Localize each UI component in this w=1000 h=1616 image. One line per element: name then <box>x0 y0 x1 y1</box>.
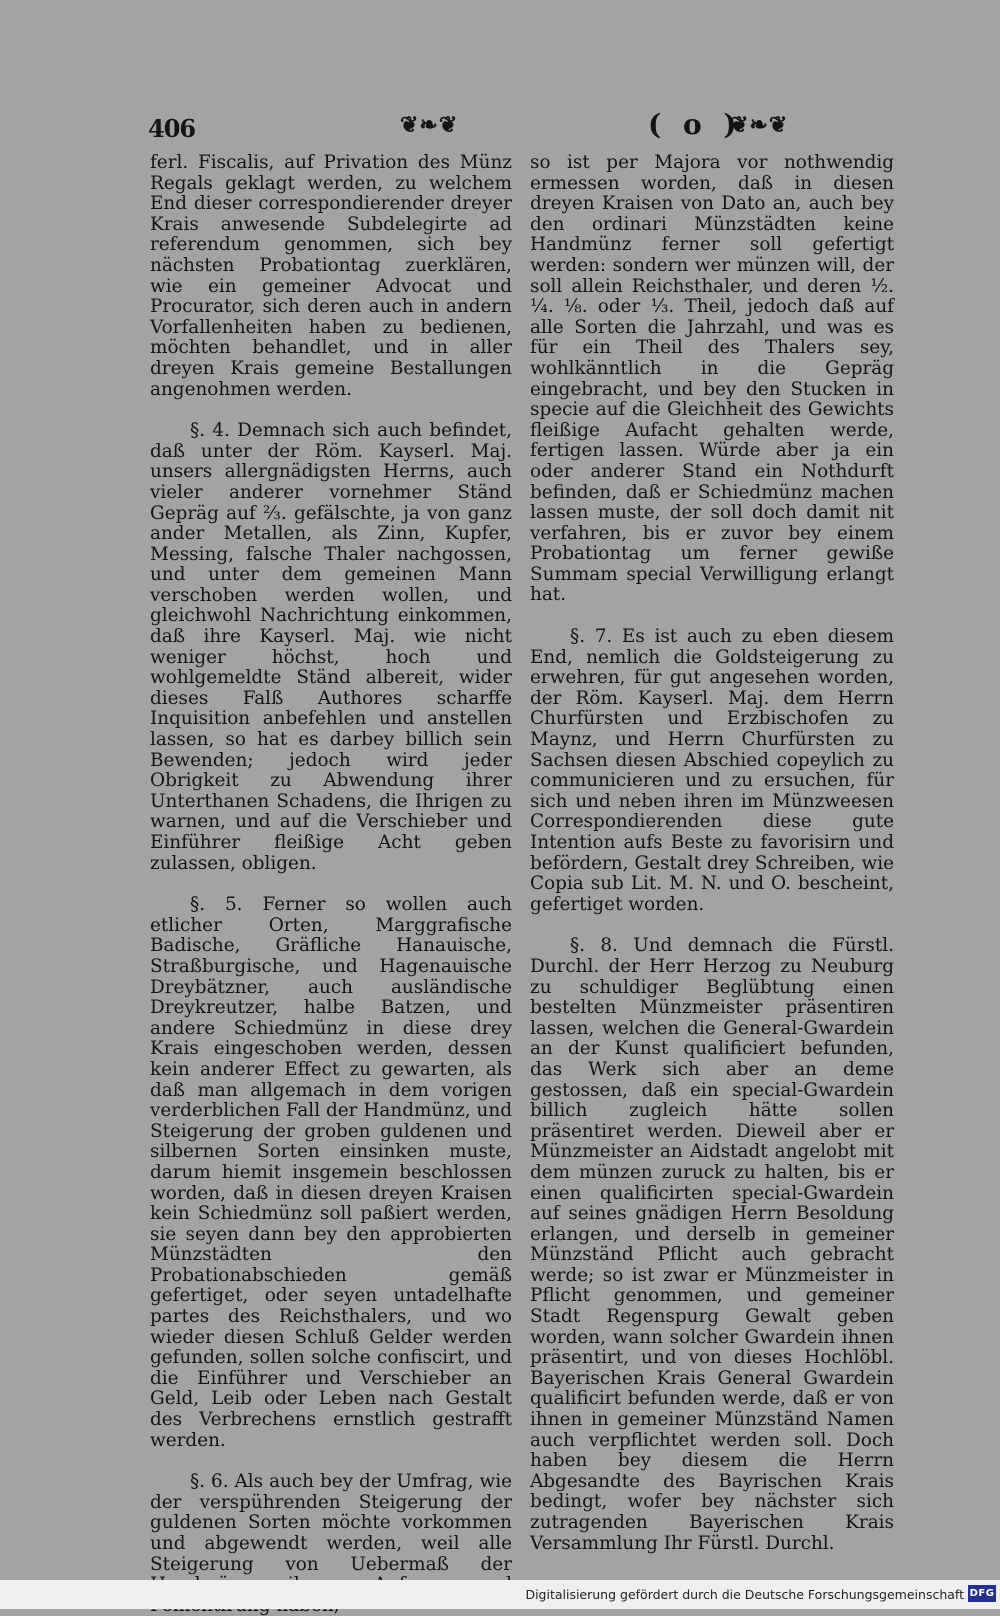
paragraph-section-5: §. 5. Ferner so wollen auch etlicher Orten, Marggrafische Badische, Gräfliche Hanauische, Straßburgische, und Hagenauische Dreybätzner, auch ausländische Dreykreutzer, halbe Batzen, und andere Schiedmünz in diese drey Krais eingeschoben werden, dessen kein anderer Effect zu gewarten, als daß man allgemach in dem vorigen verderblichen Fall der Handmünz, und Steigerung der groben guldenen und silbernen Sorten einsinken muste, darum hiemit insgemein beschlossen worden, daß in diesen dreyen Kraisen kein Schiedmünz soll paßiert werden, sie seyen dann bey den approbierten Münzstädten den Probationabschieden gemäß gefertiget, oder seyen untadelhafte partes des Reichsthalers, und wo wieder diesen Schluß Gelder werden gefunden, sollen solche confiscirt, und die Einführer und Verschieber an Geld, Leib oder Leben nach Gestalt des Verbrechens ernstlich gestrafft werden. <box>150 894 512 1451</box>
header-center-mark: ( o ) <box>648 108 743 141</box>
paragraph: so ist per Majora vor nothwendig ermessen worden, daß in diesen dreyen Kraisen von Dato an, auch bey den ordinari Münzstädten keine Handmünz ferner soll gefertigt werden: sondern wer münzen will, der soll allein Reichsthaler, und deren ½. ¼. ⅛. oder ⅓. Theil, jedoch daß auf alle Sorten die Jahrzahl, und was es für ein Theil des Thalers sey, wohlkänntlich in die Gepräg eingebracht, und bey den Stucken in specie auf die Gleichheit des Gewichts fleißige Aufacht gehalten werde, fertigen lassen. Würde aber ja ein oder anderer Stand ein Nothdurft befinden, daß er Schiedmünz machen lassen muste, der soll doch damit nit verfahren, bis er zuvor bey einem Probationtag um ferner gewiße Summam special Verwilligung erlangt hat. <box>530 152 894 606</box>
paragraph-section-8: §. 8. Und demnach die Fürstl. Durchl. der Herr Herzog zu Neuburg zu schuldiger Beglübtung einen bestelten Münzmeister präsentiren lassen, welchen die General-Gwardein an der Kunst qualificiert befunden, das Werk sich aber an deme gestossen, daß ein special-Gwardein billich zugleich hätte sollen präsentiret werden. Dieweil aber er Münzmeister an Aidstadt angelobt mit dem münzen zuruck zu halten, bis er einen qualificirten special-Gwardein auf seines gnädigen Herrn Besoldung erlangen, und derselb in gemeiner Münzständ Pflicht auch gebracht werde; so ist zwar er Münzmeister in Pflicht genommen, und gemeiner Stadt Regenspurg Gewalt geben worden, wann solcher Gwardein ihnen präsentirt, und von dieses Hochlöbl. Bayerischen Krais General Gwardein qualificirt befunden werde, daß er von ihnen in gemeiner Münzständ Namen auch verpflichtet werden soll. Doch haben bey diesem die Herrn Abgesandte des Bayrischen Krais bedingt, wofer bey nächster sich zutragenden Bayerischen Krais Versammlung Ihr Fürstl. Durchl. <box>530 935 894 1554</box>
paragraph-section-7: §. 7. Es ist auch zu eben diesem End, nemlich die Goldsteigerung zu erwehren, für gut angesehen worden, der Röm. Kayserl. Maj. dem Herrn Churfürsten und Erzbischofen zu Maynz, und Herrn Churfürsten zu Sachsen diesen Abschied copeylich zu communicieren und zu ersuchen, für sich und neben ihren im Münzweesen Correspondierenden diese gute Intention aufs Beste zu favorisirn und befördern, Gestalt drey Schreiben, wie Copia sub Lit. M. N. und O. bescheint, gefertiget worden. <box>530 626 894 915</box>
right-column <box>530 153 894 1554</box>
dfg-logo-icon: DFG <box>968 1585 996 1602</box>
page-number: 406 <box>148 114 196 143</box>
paragraph-section-4: §. 4. Demnach sich auch befindet, daß unter der Röm. Kayserl. Maj. unsers allergnädigsten Herrns, auch vieler anderer vornehmer Ständ Gepräg auf ⅔. gefälschte, ja von ganz ander Metallen, als Zinn, Kupfer, Messing, falsche Thaler nachgossen, und unter dem gemeinen Mann verschoben werden wollen, und gleichwohl Nachrichtung einkommen, daß ihre Kayserl. Maj. wie nicht weniger höchst, hoch und wohlgemeldte Ständ albereit, wider dieses Falß Authores scharffe Inquisition anbefehlen und anstellen lassen, so hat es darbey billich sein Bewenden; jedoch wird jeder Obrigkeit zu Abwendung ihrer Unterthanen Schadens, die Ihrigen zu warnen, und auf die Verschieber und Einführer fleißige Acht geben zulassen, obligen. <box>150 420 512 874</box>
paragraph: ferl. Fiscalis, auf Privation des Münz Regals geklagt werden, zu welchem End dieser correspondierender dreyer Krais anwesende Subdelegirte ad referendum genommen, sich bey nächsten Probationtag zuerklären, wie ein gemeiner Advocat und Procurator, sich deren auch in andern Vorfallenheiten haben zu bedienen, möchten behandlet, und in aller dreyen Krais gemeine Bestallungen angenohmen werden. <box>150 152 512 400</box>
page-header <box>148 108 900 150</box>
left-ornament: ❦❧❦ <box>400 112 459 138</box>
paragraph-section-6: §. 6. Als auch bey der Umfrag, wie der verspührenden Steigerung der guldenen Sorten möchte vorkommen und abgewendt werden, weil alle Steigerung von Uebermaß der <box>150 1471 512 1575</box>
left-column <box>150 153 512 1616</box>
right-ornament: ❦❧❦ <box>730 112 789 138</box>
footer-credit: Digitalisierung gefördert durch die Deutsche Forschungsgemeinschaft <box>525 1587 964 1602</box>
footer-bar <box>0 1580 1000 1609</box>
